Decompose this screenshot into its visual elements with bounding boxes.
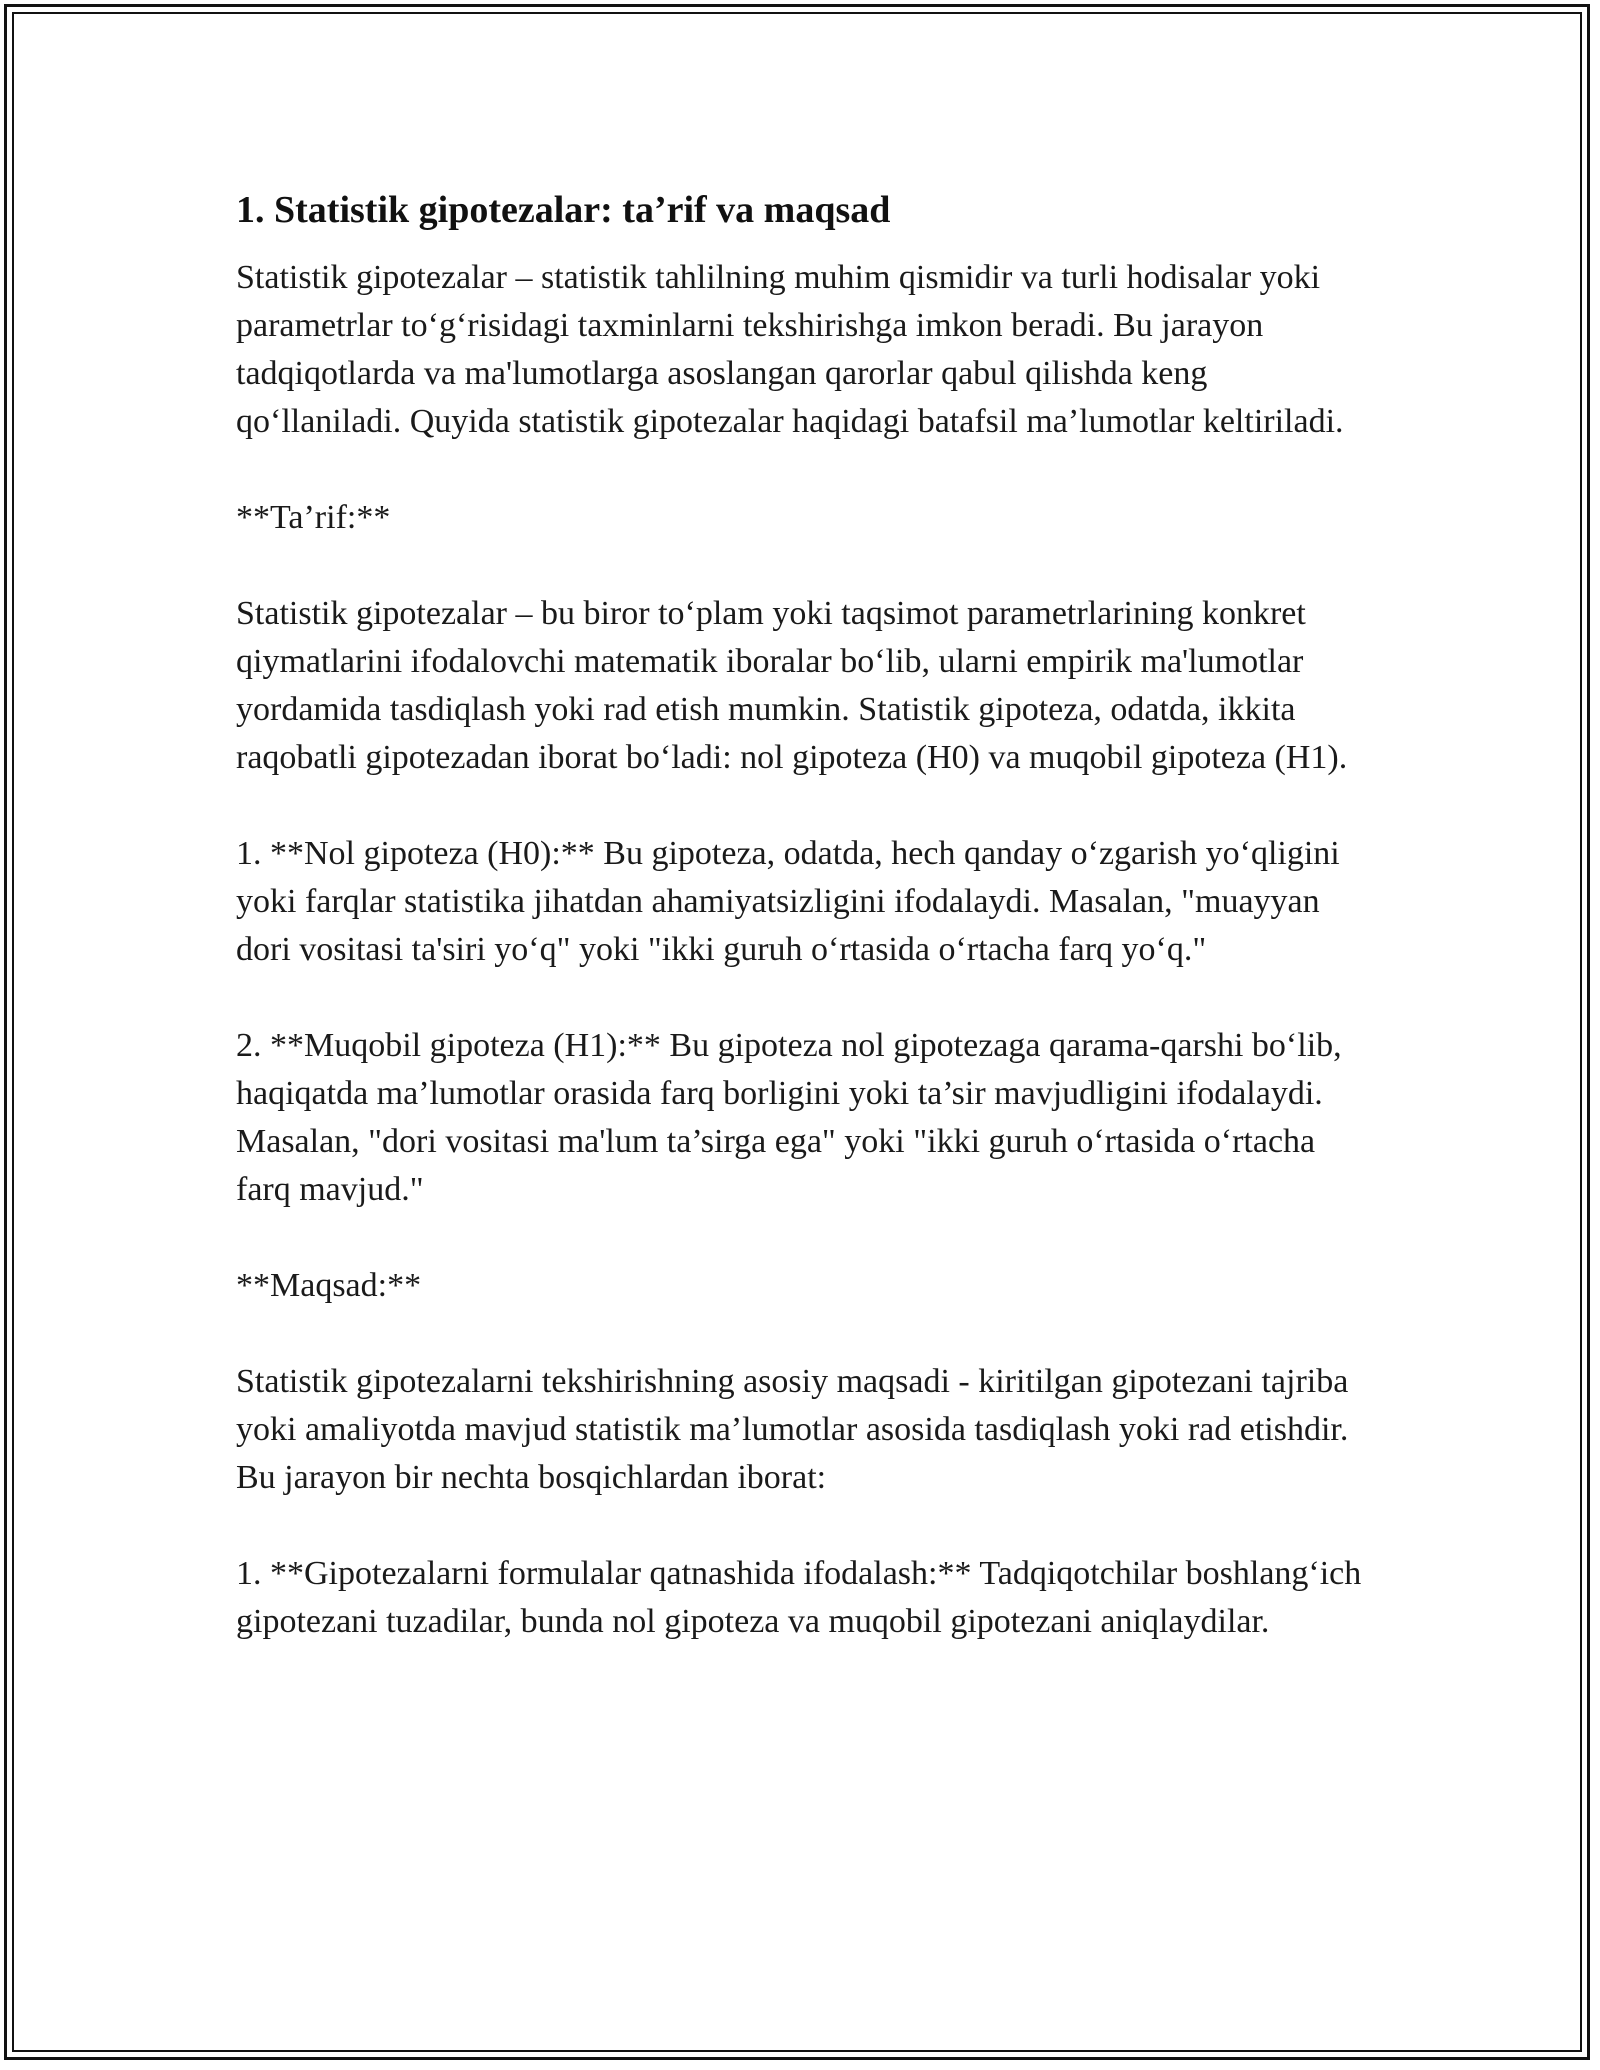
paragraph-alternative-hypothesis: 2. **Muqobil gipoteza (H1):** Bu gipoteza nol gipotezaga qarama-qarshi bo‘lib, haqiqatda ma’lumotlar orasida farq borligini yoki ta’sir mavjudligini ifodalaydi. Masalan, "dori vositasi ma'lum ta’sirga ega" yoki "ikki guruh o‘rtasida o‘rtacha farq mavjud.": [236, 1027, 1342, 1208]
document-body: [236, 186, 1376, 1694]
paragraph-definition-heading: **Ta’rif:**: [236, 499, 391, 536]
paragraph-definition: Statistik gipotezalar – bu biror to‘plam yoki taqsimot parametrlarining konkret qiymatlarini ifodalovchi matematik iboralar bo‘lib, ularni empirik ma'lumotlar yordamida tasdiqlash yoki rad etish mumkin. Statistik gipoteza, odatda, ikkita raqobatli gipotezadan iborat bo‘ladi: nol gipoteza (H0) va muqobil gipoteza (H1).: [236, 595, 1348, 776]
paragraph-purpose: Statistik gipotezalarni tekshirishning asosiy maqsadi - kiritilgan gipotezani tajriba yoki amaliyotda mavjud statistik ma’lumotlar asosida tasdiqlash yoki rad etishdir. Bu jarayon bir nechta bosqichlardan iborat:: [236, 1363, 1349, 1496]
paragraph-null-hypothesis: 1. **Nol gipoteza (H0):** Bu gipoteza, odatda, hech qanday o‘zgarish yo‘qligini yoki farqlar statistika jihatdan ahamiyatsizligini ifodalaydi. Masalan, "muayyan dori vositasi ta'siri yo‘q" yoki "ikki guruh o‘rtasida o‘rtacha farq yo‘q.": [236, 835, 1340, 968]
paragraph-intro: Statistik gipotezalar – statistik tahlilning muhim qismidir va turli hodisalar yoki parametrlar to‘g‘risidagi taxminlarni tekshirishga imkon beradi. Bu jarayon tadqiqotlarda va ma'lumotlarga asoslangan qarorlar qabul qilishda keng qo‘llaniladi. Quyida statistik gipotezalar haqidagi batafsil ma’lumotlar keltiriladi.: [236, 259, 1344, 440]
paragraph-step-one: 1. **Gipotezalarni formulalar qatnashida ifodalash:** Tadqiqotchilar boshlang‘ich gipotezani tuzadilar, bunda nol gipoteza va muqobil gipotezani aniqlaydilar.: [236, 1555, 1362, 1640]
section-title: 1. Statistik gipotezalar: ta’rif va maqsad: [236, 189, 891, 231]
paragraph-purpose-heading: **Maqsad:**: [236, 1267, 422, 1304]
